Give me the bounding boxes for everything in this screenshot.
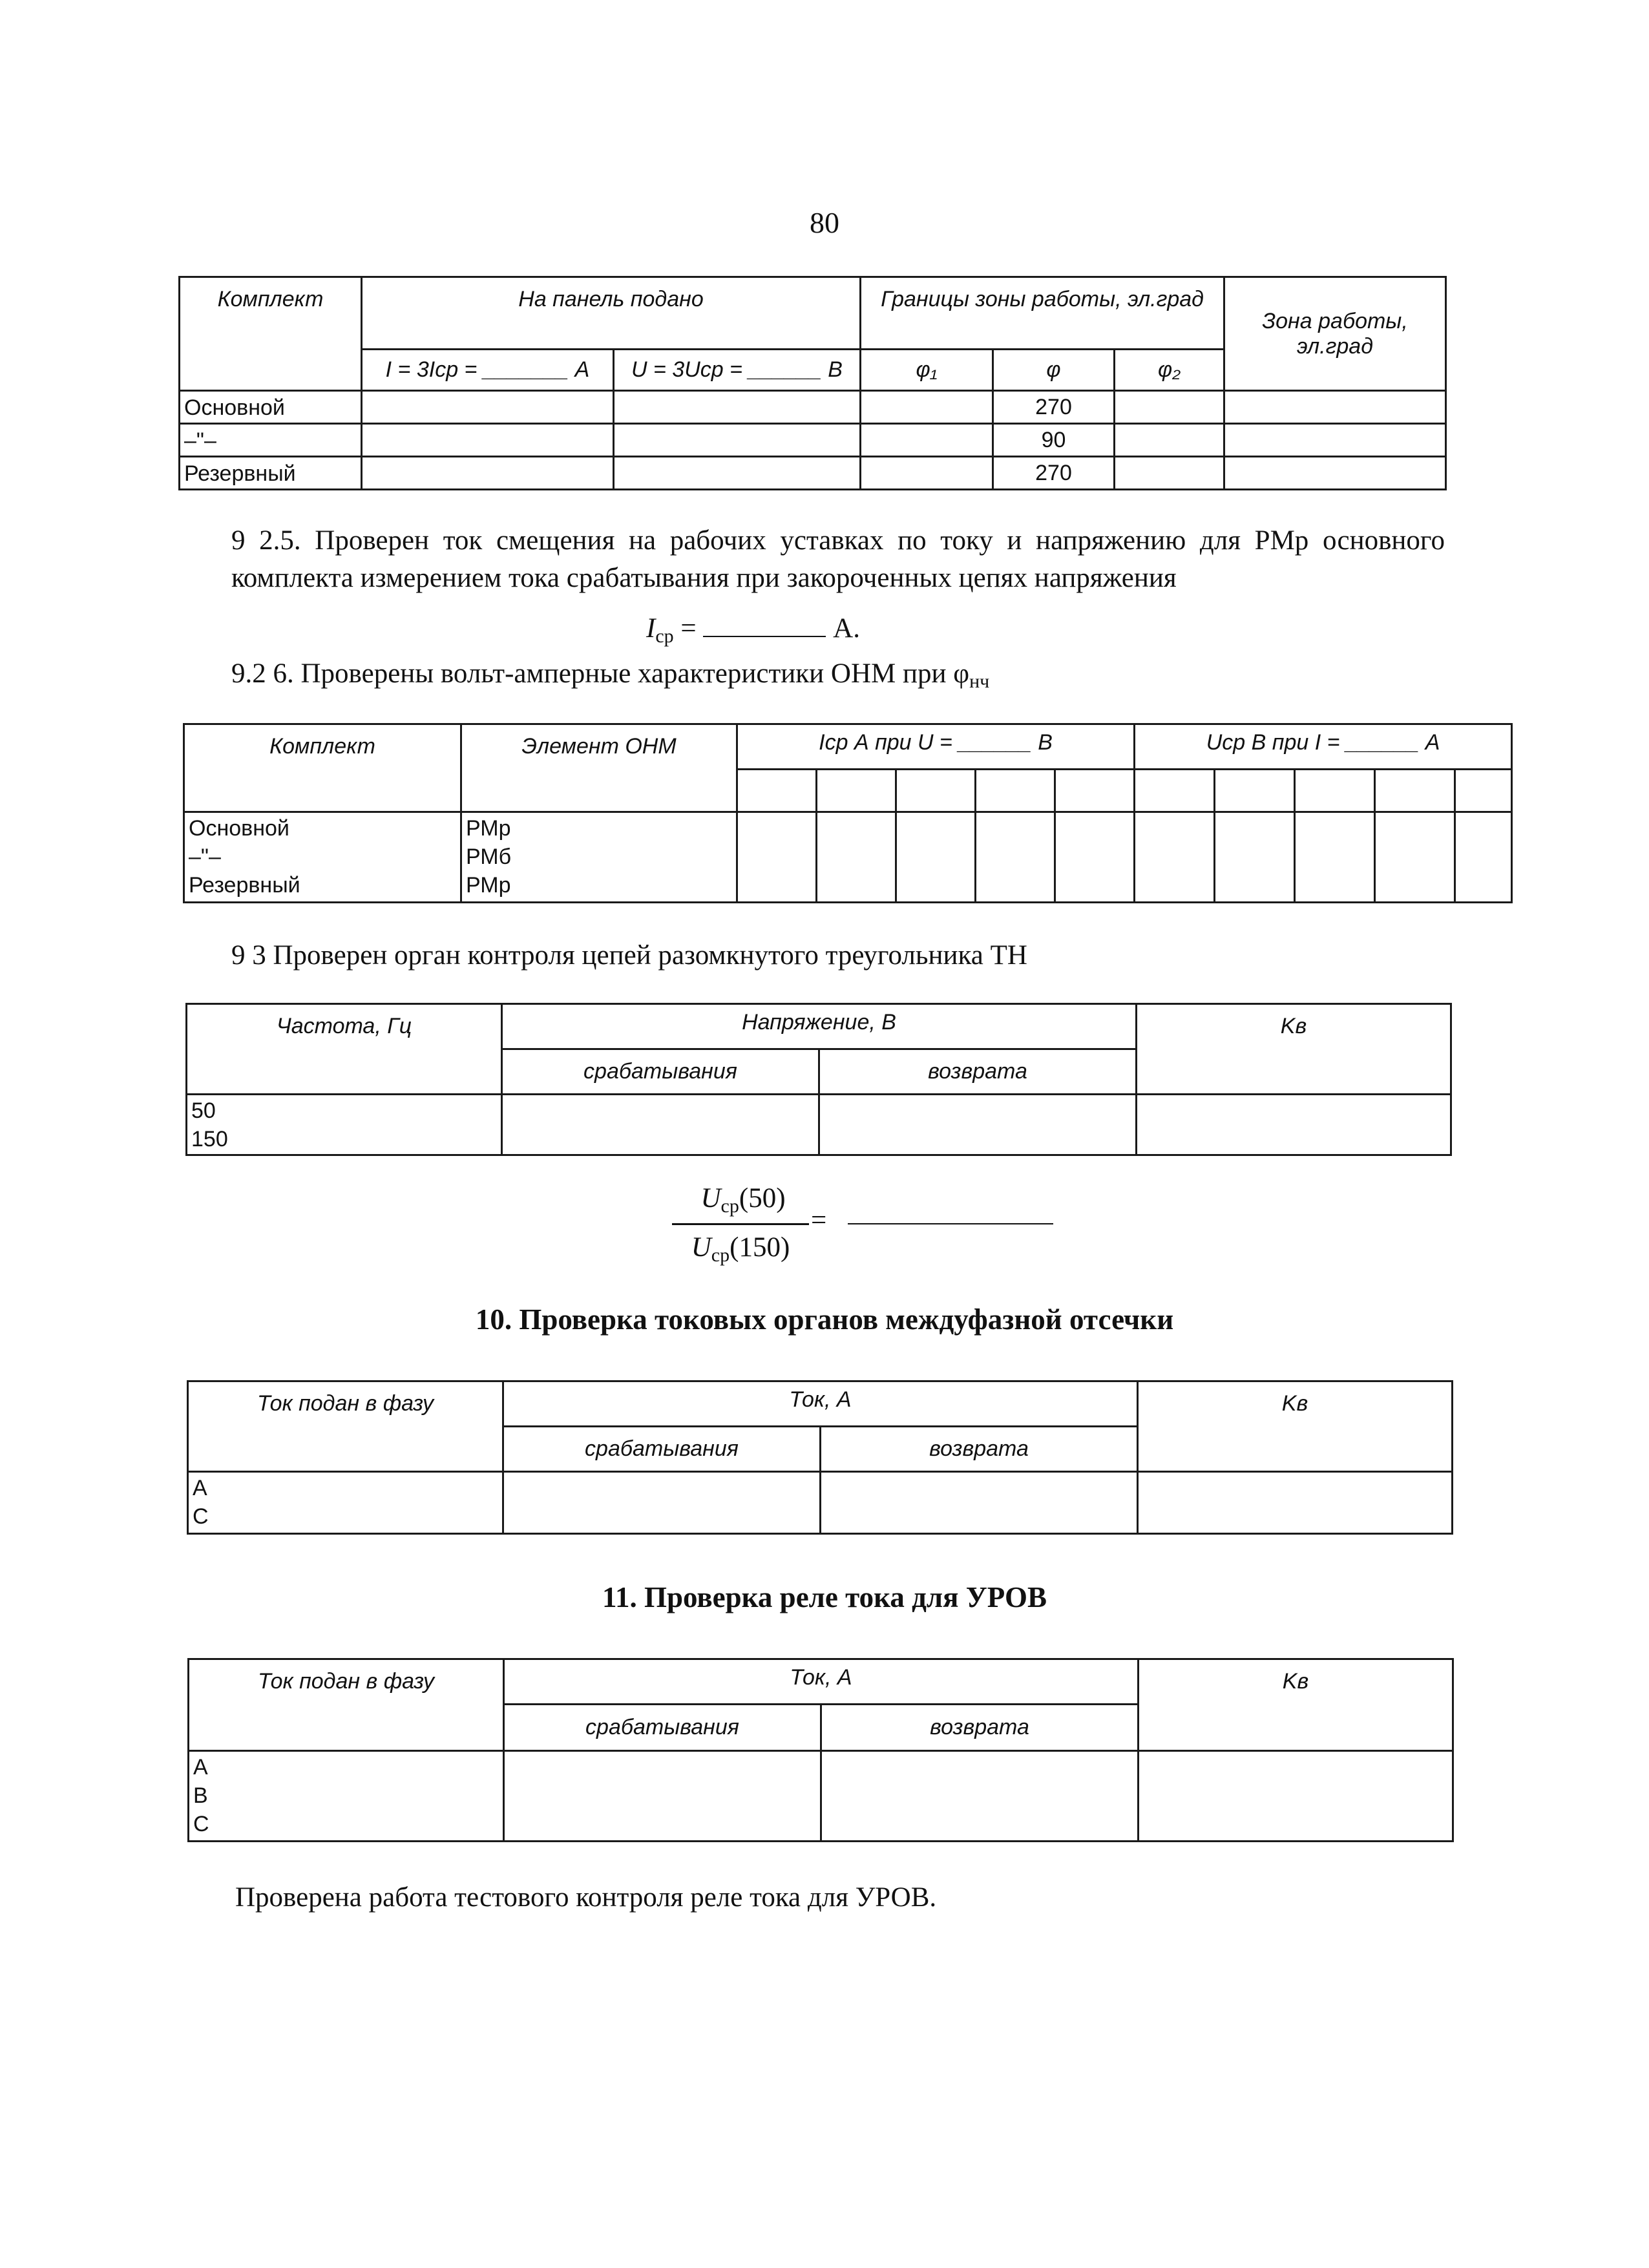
ratio-arg: (150) xyxy=(730,1232,790,1263)
paragraph-9-2-5: 9 2.5. Проверен ток смещения на рабочих уставках по току и напряжению для РМр основного комплекта измерением тока срабатывания при закороченных цепях напряжения xyxy=(231,525,1445,593)
page-number: 80 xyxy=(810,206,839,239)
header-current: I = 3Iср = _______ А xyxy=(362,350,614,391)
table-cell-phi: 90 xyxy=(993,424,1115,457)
header-element: Элемент ОНМ xyxy=(461,724,737,812)
list-item: –"– xyxy=(189,845,221,869)
table-row-kit: –"– xyxy=(180,424,362,457)
header-phase: Ток подан в фазу xyxy=(189,1659,504,1751)
rows-cell xyxy=(189,1751,504,1842)
list-item: РМр xyxy=(466,873,511,898)
header-bounds: Границы зоны работы, эл.град xyxy=(861,277,1224,350)
formula-icp xyxy=(646,610,1034,655)
header-zone: Зона работы, эл.град xyxy=(1224,277,1446,391)
paragraph-9-2-6-sub: нч xyxy=(969,671,990,692)
formula-eq: = xyxy=(673,613,704,644)
formula-unit: А. xyxy=(826,613,860,644)
onm-table xyxy=(183,723,1513,903)
ratio-arg: (50) xyxy=(739,1183,786,1213)
list-item: РМр xyxy=(466,816,511,841)
header-voltage: Напряжение, В xyxy=(502,1004,1137,1049)
elements-cell xyxy=(461,812,737,903)
header-ucp: Uср В при I = ______ А xyxy=(1135,724,1512,770)
header-phi2: φ₂ xyxy=(1115,350,1224,391)
header-return: возврата xyxy=(819,1049,1137,1095)
list-item: РМб xyxy=(466,845,512,869)
header-kit: Комплект xyxy=(180,277,362,391)
header-phi1: φ₁ xyxy=(861,350,993,391)
list-item: 150 xyxy=(191,1127,228,1151)
table-row-kit: Основной xyxy=(180,391,362,424)
header-phase: Ток подан в фазу xyxy=(188,1381,503,1472)
header-current: Ток, А xyxy=(504,1659,1139,1705)
ratio-denominator xyxy=(672,1232,809,1266)
header-operate: срабатывания xyxy=(502,1049,819,1095)
list-item: А xyxy=(193,1476,207,1500)
header-panel: На панель подано xyxy=(362,277,861,350)
list-item: Резервный xyxy=(189,873,300,898)
zone-table xyxy=(178,276,1447,490)
table-cell-phi: 270 xyxy=(993,457,1115,490)
ratio-equals: = xyxy=(811,1205,827,1235)
header-k: Kв xyxy=(1138,1381,1453,1472)
formula-subscript: ср xyxy=(655,625,674,647)
blank-line xyxy=(848,1223,1053,1224)
list-item: С xyxy=(193,1812,209,1836)
header-operate: срабатывания xyxy=(503,1427,821,1472)
ratio-symbol: U xyxy=(700,1183,721,1213)
ratio-subscript: ср xyxy=(711,1244,730,1266)
header-return: возврата xyxy=(821,1705,1139,1751)
table-row-kit: Резервный xyxy=(180,457,362,490)
cutoff-table xyxy=(187,1380,1453,1535)
section-11-title: 11. Проверка реле тока для УРОВ xyxy=(602,1581,1047,1613)
urov-table xyxy=(187,1658,1454,1842)
paragraph-9-2-6 xyxy=(231,655,1330,700)
footer-paragraph: Проверена работа тестового контроля реле тока для УРОВ. xyxy=(235,1882,937,1913)
header-icp: Iср А при U = ______ В xyxy=(737,724,1135,770)
list-item: Основной xyxy=(189,816,289,841)
header-phi: φ xyxy=(993,350,1115,391)
ratio-symbol: U xyxy=(691,1232,711,1263)
ratio-numerator xyxy=(678,1182,808,1217)
paragraph-9-2-6-text: 9.2 6. Проверены вольт-амперные характеристики ОНМ при φ xyxy=(231,658,970,689)
header-operate: срабатывания xyxy=(504,1705,821,1751)
rows-cell xyxy=(187,1095,502,1155)
header-freq: Частота, Гц xyxy=(187,1004,502,1095)
header-kit: Комплект xyxy=(184,724,461,812)
header-current: Ток, А xyxy=(503,1381,1138,1427)
blank-line xyxy=(703,610,826,637)
fraction-bar xyxy=(672,1223,809,1225)
header-voltage: U = 3Uср = ______ В xyxy=(614,350,861,391)
list-item: А xyxy=(193,1755,208,1780)
formula-symbol: I xyxy=(646,613,656,644)
header-k: Kв xyxy=(1139,1659,1453,1751)
section-10-title: 10. Проверка токовых органов междуфазной отсечки xyxy=(475,1303,1174,1336)
kits-cell xyxy=(184,812,461,903)
table-cell-phi: 270 xyxy=(993,391,1115,424)
paragraph-9-3: 9 3 Проверен орган контроля цепей разомкнутого треугольника ТН xyxy=(231,940,1027,971)
rows-cell xyxy=(188,1472,503,1534)
frequency-table xyxy=(185,1003,1452,1156)
list-item: С xyxy=(193,1504,209,1529)
ratio-subscript: ср xyxy=(720,1195,739,1217)
list-item: В xyxy=(193,1783,208,1808)
list-item: 50 xyxy=(191,1098,216,1123)
header-k: Kв xyxy=(1137,1004,1451,1095)
header-return: возврата xyxy=(821,1427,1138,1472)
